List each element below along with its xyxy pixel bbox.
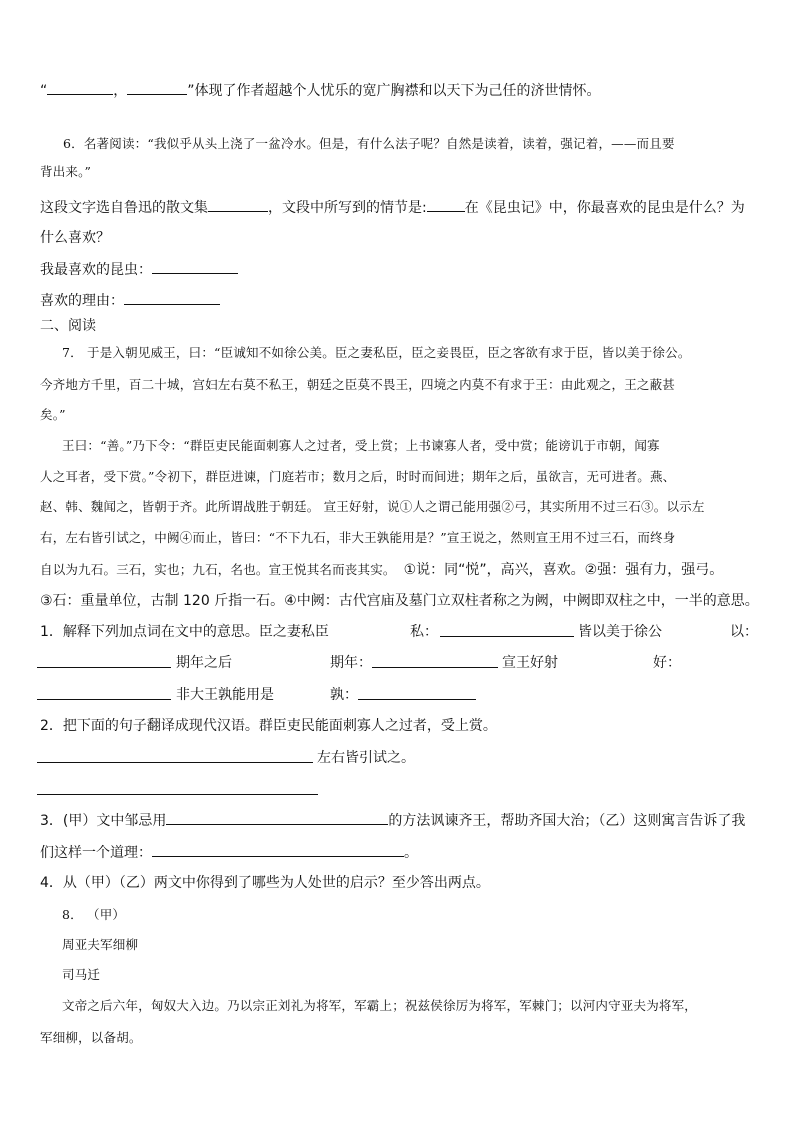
passage-line: 人之耳者，受下赏。”令初下，群臣进谏，门庭若市；数月之后，时时而间进；期年之后，虽欲言，无可进者。燕、 bbox=[40, 469, 676, 484]
q1-phrase: 皆以美于徐公 bbox=[578, 624, 662, 640]
text: 自以为九石。三石，实也；九石，名也。宣王悦其名而丧其实。 bbox=[40, 562, 396, 577]
notes-line: ③石：重量单位，古制 120 斤指一石。④中阙：古代宫庙及墓门立双柱者称之为阙，中阙即双柱之中，一半的意思。 bbox=[40, 593, 759, 609]
q6-quote-line1: 6．名著阅读：“我似乎从头上浇了一盆冷水。但是，有什么法子呢？自然是读着，读着，强记着，——而且要 bbox=[63, 136, 675, 151]
answer-line[interactable] bbox=[37, 794, 318, 795]
answer-blank[interactable] bbox=[37, 653, 171, 668]
q8-heading: 8． （甲） bbox=[62, 907, 126, 922]
q6-quote-line2: 背出来。” bbox=[40, 164, 92, 179]
passage-line: 赵、韩、魏闻之，皆朝于齐。此所谓战胜于朝廷。 宣王好射，说①人之谓己能用强②弓，其实所用不过三石③。以示左 bbox=[40, 499, 705, 514]
answer-blank[interactable] bbox=[152, 259, 238, 274]
text: ， bbox=[113, 83, 128, 99]
q6-reason bbox=[40, 290, 220, 311]
answer-blank[interactable] bbox=[208, 197, 268, 212]
q1-phrase: 非大王孰能用是 bbox=[176, 687, 274, 703]
text: 。 bbox=[404, 845, 418, 861]
q4-prompt: 4．从（甲）（乙）两文中你得到了哪些为人处世的启示？至少答出两点。 bbox=[40, 875, 490, 891]
text: 3．(甲）文中邹忌用 bbox=[40, 813, 167, 829]
q1-label: 以： bbox=[730, 624, 758, 640]
text: 喜欢的理由： bbox=[40, 293, 124, 309]
answer-blank[interactable] bbox=[372, 653, 498, 668]
note-text: ①说：同“悦”，高兴，喜欢。②强：强有力，强弓。 bbox=[403, 562, 724, 578]
passage-line: 文帝之后六年，匈奴大入边。乃以宗正刘礼为将军，军霸上；祝兹侯徐厉为将军，军棘门；以河内守亚夫为将军， bbox=[62, 998, 698, 1013]
q1-phrase: 期年之后 bbox=[176, 655, 232, 671]
answer-blank[interactable] bbox=[47, 80, 113, 95]
section-heading: 二、阅读 bbox=[40, 318, 96, 334]
text: ”体现了作者超越个人忧乐的宽广胸襟和以天下为己任的济世情怀。 bbox=[187, 83, 601, 99]
answer-blank[interactable] bbox=[127, 80, 187, 95]
text: 我最喜欢的昆虫： bbox=[40, 262, 152, 278]
answer-blank[interactable] bbox=[37, 685, 171, 700]
line-famous-quote bbox=[40, 80, 601, 101]
text: 的方法讽谏齐王，帮助齐国大治；（乙）这则寓言告诉了我 bbox=[388, 813, 746, 829]
q1-label: 孰： bbox=[330, 687, 358, 703]
answer-blank[interactable] bbox=[166, 810, 388, 825]
q3-line2 bbox=[40, 842, 418, 863]
text: ，文段中所写到的情节是: bbox=[268, 200, 427, 216]
answer-blank[interactable] bbox=[440, 622, 574, 637]
q1-phrase: 宣王好射 bbox=[502, 655, 558, 671]
q1-label: 好： bbox=[653, 655, 681, 671]
q2-prompt: 2．把下面的句子翻译成现代汉语。群臣吏民能面刺寡人之过者，受上赏。 bbox=[40, 718, 497, 734]
text-author: 司马迁 bbox=[62, 967, 101, 982]
q6-question-line bbox=[40, 197, 745, 218]
text: “ bbox=[40, 83, 48, 99]
q1-label: 期年： bbox=[330, 655, 372, 671]
text-title: 周亚夫军细柳 bbox=[62, 937, 139, 952]
passage-line: 王曰：“善。”乃下令：“群臣吏民能面刺寡人之过者，受上赏；上书谏寡人者，受中赏；能谤讥于市朝，闻寡 bbox=[62, 438, 660, 453]
q2-sentence: 左右皆引试之。 bbox=[317, 750, 415, 766]
text: 这段文字选自鲁迅的散文集 bbox=[40, 200, 208, 216]
text: 在《昆虫记》中，你最喜欢的昆虫是什么？为 bbox=[464, 200, 745, 216]
passage-line: 矣。” bbox=[40, 407, 66, 422]
passage-line-notes bbox=[40, 560, 723, 580]
q1-intro: 1．解释下列加点词在文中的意思。臣之妻私臣 bbox=[40, 624, 329, 640]
q1-label: 私： bbox=[410, 624, 438, 640]
answer-blank[interactable] bbox=[358, 685, 476, 700]
text: 们这样一个道理： bbox=[40, 845, 152, 861]
q3-line1 bbox=[40, 810, 745, 831]
q6-question-line2: 什么喜欢？ bbox=[40, 230, 110, 246]
answer-blank[interactable] bbox=[152, 842, 404, 857]
passage-line: 右，左右皆引试之，中阙④而止，皆曰：“不下九石，非大王孰能用是？”宣王说之，然则宣王用不过三石，而终身 bbox=[40, 530, 676, 545]
q6-favorite-insect bbox=[40, 259, 238, 280]
passage-line: 今齐地方千里，百二十城，宫妇左右莫不私王，朝廷之臣莫不畏王，四境之内莫不有求于王：由此观之，王之蔽甚 bbox=[40, 377, 676, 392]
answer-blank[interactable] bbox=[37, 748, 313, 763]
answer-blank[interactable] bbox=[427, 197, 465, 212]
answer-blank[interactable] bbox=[124, 290, 220, 305]
passage-line: 7． 于是入朝见威王，曰：“臣诚知不如徐公美。臣之妻私臣，臣之妾畏臣，臣之客欲有求于臣，皆以美于徐公。 bbox=[62, 345, 691, 360]
passage-line: 军细柳，以备胡。 bbox=[40, 1030, 142, 1045]
